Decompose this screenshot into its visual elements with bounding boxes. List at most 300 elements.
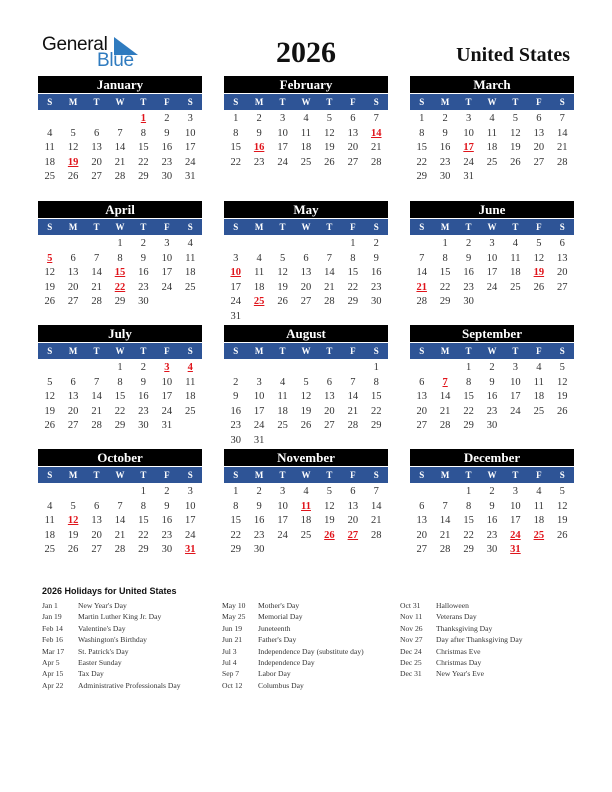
month-november [224,449,388,558]
holiday-item [42,669,181,680]
day-cell: 2 [140,238,147,249]
day-cell: 23 [253,156,265,168]
day-cell: 10 [161,376,173,388]
day-cell: 21 [324,281,335,293]
holiday-name: Labor Day [258,669,291,679]
day-cell: 7 [93,376,100,388]
empty-cell [85,361,108,376]
day-grid [410,237,574,310]
month-title: November [224,449,388,466]
day-cell: 21 [114,156,126,168]
day-cell: 11 [533,376,544,388]
day-cell: 9 [140,376,147,388]
holiday-column [42,601,181,692]
weekday-label: S [187,222,193,232]
day-cell: 22 [138,529,149,541]
day-cell: 9 [256,500,262,512]
day-cell: 27 [91,171,102,182]
day-cell: 31 [185,171,196,182]
day-cell: 3 [187,486,193,497]
day-cell: 27 [91,544,102,555]
weekday-label: S [233,97,239,107]
day-cell: 25 [185,405,196,417]
day-cell: 19 [324,515,335,526]
holiday-date: Apr 5 [42,657,60,667]
weekday-label: S [559,97,565,107]
day-cell: 11 [533,500,544,512]
day-cell: 28 [324,296,335,307]
day-cell: 1 [465,362,472,373]
day-cell: 16 [138,267,149,278]
weekday-label: S [47,470,53,480]
day-cell: 22 [230,529,241,541]
day-cell: 22 [463,405,474,417]
empty-cell [247,237,270,252]
empty-cell [38,237,61,252]
day-cell: 12 [277,267,288,278]
day-cell: 12 [67,142,79,153]
day-cell: 27 [533,156,545,168]
day-grid [410,112,574,185]
weekday-label: T [465,222,472,232]
day-cell: 19 [510,142,521,153]
general-blue-logo [42,34,142,74]
day-cell: 18 [510,267,521,278]
weekday-header [410,219,574,235]
holidays-heading: 2026 Holidays for United States [42,586,177,596]
day-cell: 27 [416,420,427,431]
holiday-name: St. Patrick's Day [78,646,129,656]
day-cell: 7 [117,127,123,139]
day-cell: 8 [465,376,472,388]
weekday-label: W [487,346,497,356]
weekday-label: T [326,470,333,480]
day-cell: 24 [486,281,498,293]
day-cell: 23 [138,281,149,293]
holiday-name: Memorial Day [258,612,303,622]
day-cell: 7 [373,113,379,124]
holiday-day-cell: 12 [67,515,79,526]
holiday-name: Administrative Professionals Day [78,680,181,690]
day-cell: 13 [300,267,312,278]
day-cell: 6 [70,252,76,264]
month-title: January [38,76,202,93]
day-cell: 30 [463,296,474,307]
day-cell: 17 [185,142,196,153]
holiday-item [42,612,181,623]
weekday-label: M [440,222,450,232]
day-cell: 7 [373,486,379,497]
day-cell: 23 [138,405,149,417]
day-cell: 14 [439,515,451,526]
day-cell: 18 [533,391,545,402]
holiday-item [42,624,181,635]
holiday-item [222,681,364,692]
weekday-label: S [47,346,53,356]
weekday-label: S [373,470,379,480]
empty-cell [224,361,247,376]
day-cell: 2 [373,238,379,249]
month-may [224,201,388,324]
day-cell: 24 [185,529,196,541]
day-cell: 1 [350,238,356,249]
day-cell: 2 [164,486,170,497]
month-october [38,449,202,558]
weekday-label: T [512,222,519,232]
day-cell: 21 [439,529,451,541]
day-grid [224,237,388,324]
weekday-label: F [164,222,170,232]
day-cell: 30 [230,434,241,446]
holiday-day-cell: 10 [230,267,241,278]
day-cell: 10 [277,500,288,512]
holiday-name: Independence Day [258,657,315,667]
empty-cell [433,485,456,500]
weekday-label: W [115,346,125,356]
empty-cell [410,361,433,376]
month-title: September [410,325,574,342]
weekday-label: T [512,470,519,480]
day-cell: 30 [439,171,451,182]
empty-cell [38,485,61,500]
day-cell: 4 [47,127,53,139]
holiday-item [42,601,181,612]
day-cell: 1 [373,362,379,373]
day-cell: 21 [557,142,568,153]
day-cell: 11 [510,252,521,264]
day-cell: 18 [300,515,312,526]
day-cell: 29 [463,420,474,431]
holiday-date: Oct 31 [400,601,421,610]
day-cell: 17 [253,405,265,417]
day-cell: 25 [44,171,55,182]
day-cell: 11 [44,142,55,153]
day-cell: 29 [114,420,126,431]
day-cell: 19 [324,142,335,153]
day-cell: 4 [512,238,519,249]
month-june [410,201,574,310]
weekday-label: M [254,97,264,107]
day-cell: 16 [486,515,498,526]
day-cell: 22 [138,156,149,168]
day-cell: 3 [279,113,286,124]
month-title: October [38,449,202,466]
day-cell: 5 [70,127,76,139]
day-cell: 6 [350,486,356,497]
weekday-label: T [279,346,286,356]
day-grid [224,361,388,448]
holiday-day-cell: 25 [533,529,545,541]
holiday-name: Juneteenth [258,623,291,633]
day-cell: 18 [44,529,55,541]
day-grid [38,485,202,558]
day-cell: 4 [256,252,262,264]
day-cell: 10 [510,500,521,512]
day-cell: 14 [439,391,451,402]
day-cell: 25 [300,156,312,168]
day-grid [38,237,202,310]
day-cell: 7 [117,500,123,512]
day-cell: 25 [510,281,521,293]
day-cell: 25 [185,281,196,293]
day-cell: 29 [416,171,427,182]
day-cell: 30 [486,420,498,431]
holiday-day-cell: 19 [533,267,545,278]
weekday-label: M [254,222,264,232]
holiday-day-cell: 22 [114,281,126,293]
weekday-label: S [47,97,53,107]
holiday-day-cell: 5 [47,252,53,264]
empty-cell [38,112,61,127]
day-cell: 16 [463,267,474,278]
day-cell: 26 [557,405,568,417]
day-cell: 28 [347,420,359,431]
country-title: United States [456,44,570,66]
holiday-item [400,612,523,623]
day-cell: 24 [253,420,265,431]
day-cell: 6 [419,376,425,388]
weekday-header [224,219,388,235]
day-cell: 3 [187,113,193,124]
day-cell: 24 [463,156,474,168]
day-cell: 21 [347,405,359,417]
empty-cell [294,361,317,376]
day-cell: 27 [324,420,335,431]
day-cell: 27 [67,296,79,307]
day-cell: 1 [442,238,448,249]
day-cell: 13 [533,127,545,139]
day-cell: 14 [371,500,382,512]
weekday-label: T [326,222,333,232]
weekday-label: T [512,97,519,107]
weekday-label: F [350,222,356,232]
holiday-name: Christmas Day [436,657,482,667]
holiday-day-cell: 26 [324,529,335,541]
day-cell: 6 [419,500,425,512]
day-cell: 24 [185,156,196,168]
holiday-date: Apr 15 [42,669,64,679]
day-cell: 23 [439,156,451,168]
day-cell: 26 [67,171,79,182]
weekday-label: T [93,222,100,232]
day-cell: 15 [230,142,241,153]
day-cell: 30 [138,296,149,307]
day-cell: 20 [347,515,359,526]
day-cell: 11 [254,267,265,278]
holiday-name: Tax Day [78,669,104,679]
day-cell: 25 [300,529,312,541]
day-cell: 11 [277,391,288,402]
weekday-label: F [350,97,356,107]
day-cell: 12 [557,500,568,512]
empty-cell [108,112,131,127]
month-title: February [224,76,388,93]
weekday-label: W [301,346,311,356]
day-cell: 4 [187,238,193,249]
day-cell: 5 [559,362,565,373]
holiday-item [400,624,523,635]
day-cell: 3 [512,486,519,497]
day-cell: 2 [442,113,448,124]
empty-cell [61,361,84,376]
day-cell: 10 [161,252,173,264]
day-cell: 11 [486,127,498,139]
day-cell: 30 [161,171,173,182]
holiday-day-cell: 7 [442,376,448,388]
day-cell: 19 [44,405,55,417]
day-cell: 16 [138,391,149,402]
day-cell: 20 [416,405,427,417]
holiday-name: New Year's Eve [436,669,484,679]
weekday-label: S [419,97,425,107]
weekday-label: T [93,346,100,356]
day-cell: 30 [371,296,382,307]
weekday-label: W [115,470,125,480]
holiday-item [400,635,523,646]
holiday-date: Feb 14 [42,623,63,633]
holiday-day-cell: 14 [371,127,382,139]
day-cell: 6 [326,376,333,388]
day-cell: 24 [277,529,288,541]
day-cell: 14 [114,515,126,526]
day-cell: 5 [70,500,76,512]
day-cell: 13 [91,515,102,526]
day-cell: 21 [371,515,382,526]
day-cell: 20 [324,405,335,417]
holiday-name: Halloween [436,601,469,610]
weekday-label: W [301,470,311,480]
day-cell: 20 [533,142,545,153]
day-cell: 31 [230,310,241,322]
day-cell: 18 [533,515,545,526]
day-cell: 12 [533,252,545,264]
day-cell: 9 [373,252,379,264]
day-cell: 4 [47,500,53,512]
holiday-name: Christmas Eve [436,646,481,656]
day-cell: 10 [277,127,288,139]
holiday-item [400,647,523,658]
holiday-name: Easter Sunday [78,657,122,667]
day-cell: 8 [117,252,123,264]
holiday-date: Jul 3 [222,646,237,656]
holiday-name: Valentine's Day [78,623,126,633]
holiday-day-cell: 1 [140,113,147,124]
day-cell: 17 [510,391,521,402]
holiday-item [222,624,364,635]
day-cell: 24 [161,281,173,293]
day-cell: 27 [557,281,568,293]
weekday-label: S [47,222,53,232]
weekday-header [38,343,202,359]
holiday-item [222,612,364,623]
day-grid [410,361,574,434]
weekday-label: M [68,470,78,480]
day-cell: 27 [347,156,359,168]
day-cell: 29 [347,296,359,307]
day-cell: 7 [419,252,425,264]
day-cell: 3 [512,362,519,373]
weekday-label: S [419,470,425,480]
day-cell: 30 [486,544,498,555]
month-april [38,201,202,310]
day-cell: 7 [326,252,333,264]
day-cell: 13 [67,391,79,402]
holiday-day-cell: 27 [347,529,359,541]
weekday-label: F [164,346,170,356]
day-cell: 30 [161,544,173,555]
year-title: 2026 [276,36,336,69]
day-cell: 29 [463,544,474,555]
weekday-label: F [164,470,170,480]
day-cell: 16 [371,267,382,278]
day-cell: 15 [138,142,149,153]
month-title: May [224,201,388,218]
holiday-date: Jul 4 [222,657,237,667]
day-cell: 1 [233,113,239,124]
month-february [224,76,388,170]
holiday-date: Mar 17 [42,646,65,656]
weekday-label: S [559,346,565,356]
day-cell: 20 [91,156,102,168]
day-cell: 4 [536,362,542,373]
weekday-label: T [512,346,519,356]
holiday-item [400,658,523,669]
day-cell: 17 [161,391,173,402]
day-cell: 19 [277,281,288,293]
day-cell: 8 [117,376,123,388]
day-cell: 2 [489,486,495,497]
day-cell: 13 [416,391,427,402]
day-cell: 16 [253,515,265,526]
day-cell: 8 [419,127,425,139]
day-cell: 8 [442,252,448,264]
weekday-label: F [536,97,542,107]
day-cell: 18 [486,142,498,153]
day-cell: 12 [44,267,55,278]
day-cell: 4 [303,486,309,497]
day-cell: 26 [67,544,79,555]
day-cell: 17 [185,515,196,526]
month-september [410,325,574,434]
day-cell: 26 [557,529,568,541]
weekday-label: T [326,346,333,356]
day-cell: 30 [253,544,265,555]
day-cell: 8 [140,127,147,139]
empty-cell [108,485,131,500]
weekday-label: T [140,470,147,480]
day-cell: 11 [44,515,55,526]
weekday-label: S [419,346,425,356]
empty-cell [85,112,108,127]
day-cell: 11 [300,127,312,139]
day-cell: 22 [371,405,382,417]
day-cell: 12 [324,127,335,139]
holiday-name: Washington's Birthday [78,635,147,645]
holiday-name: Father's Day [258,635,297,645]
month-july [38,325,202,434]
empty-cell [271,361,294,376]
day-cell: 9 [256,127,262,139]
weekday-label: M [68,222,78,232]
holiday-name: New Year's Day [78,601,127,610]
day-cell: 1 [419,113,425,124]
weekday-label: S [419,222,425,232]
empty-cell [61,237,84,252]
day-cell: 20 [91,529,102,541]
holiday-date: Sep 7 [222,669,240,679]
day-cell: 8 [350,252,356,264]
day-cell: 24 [230,296,241,307]
